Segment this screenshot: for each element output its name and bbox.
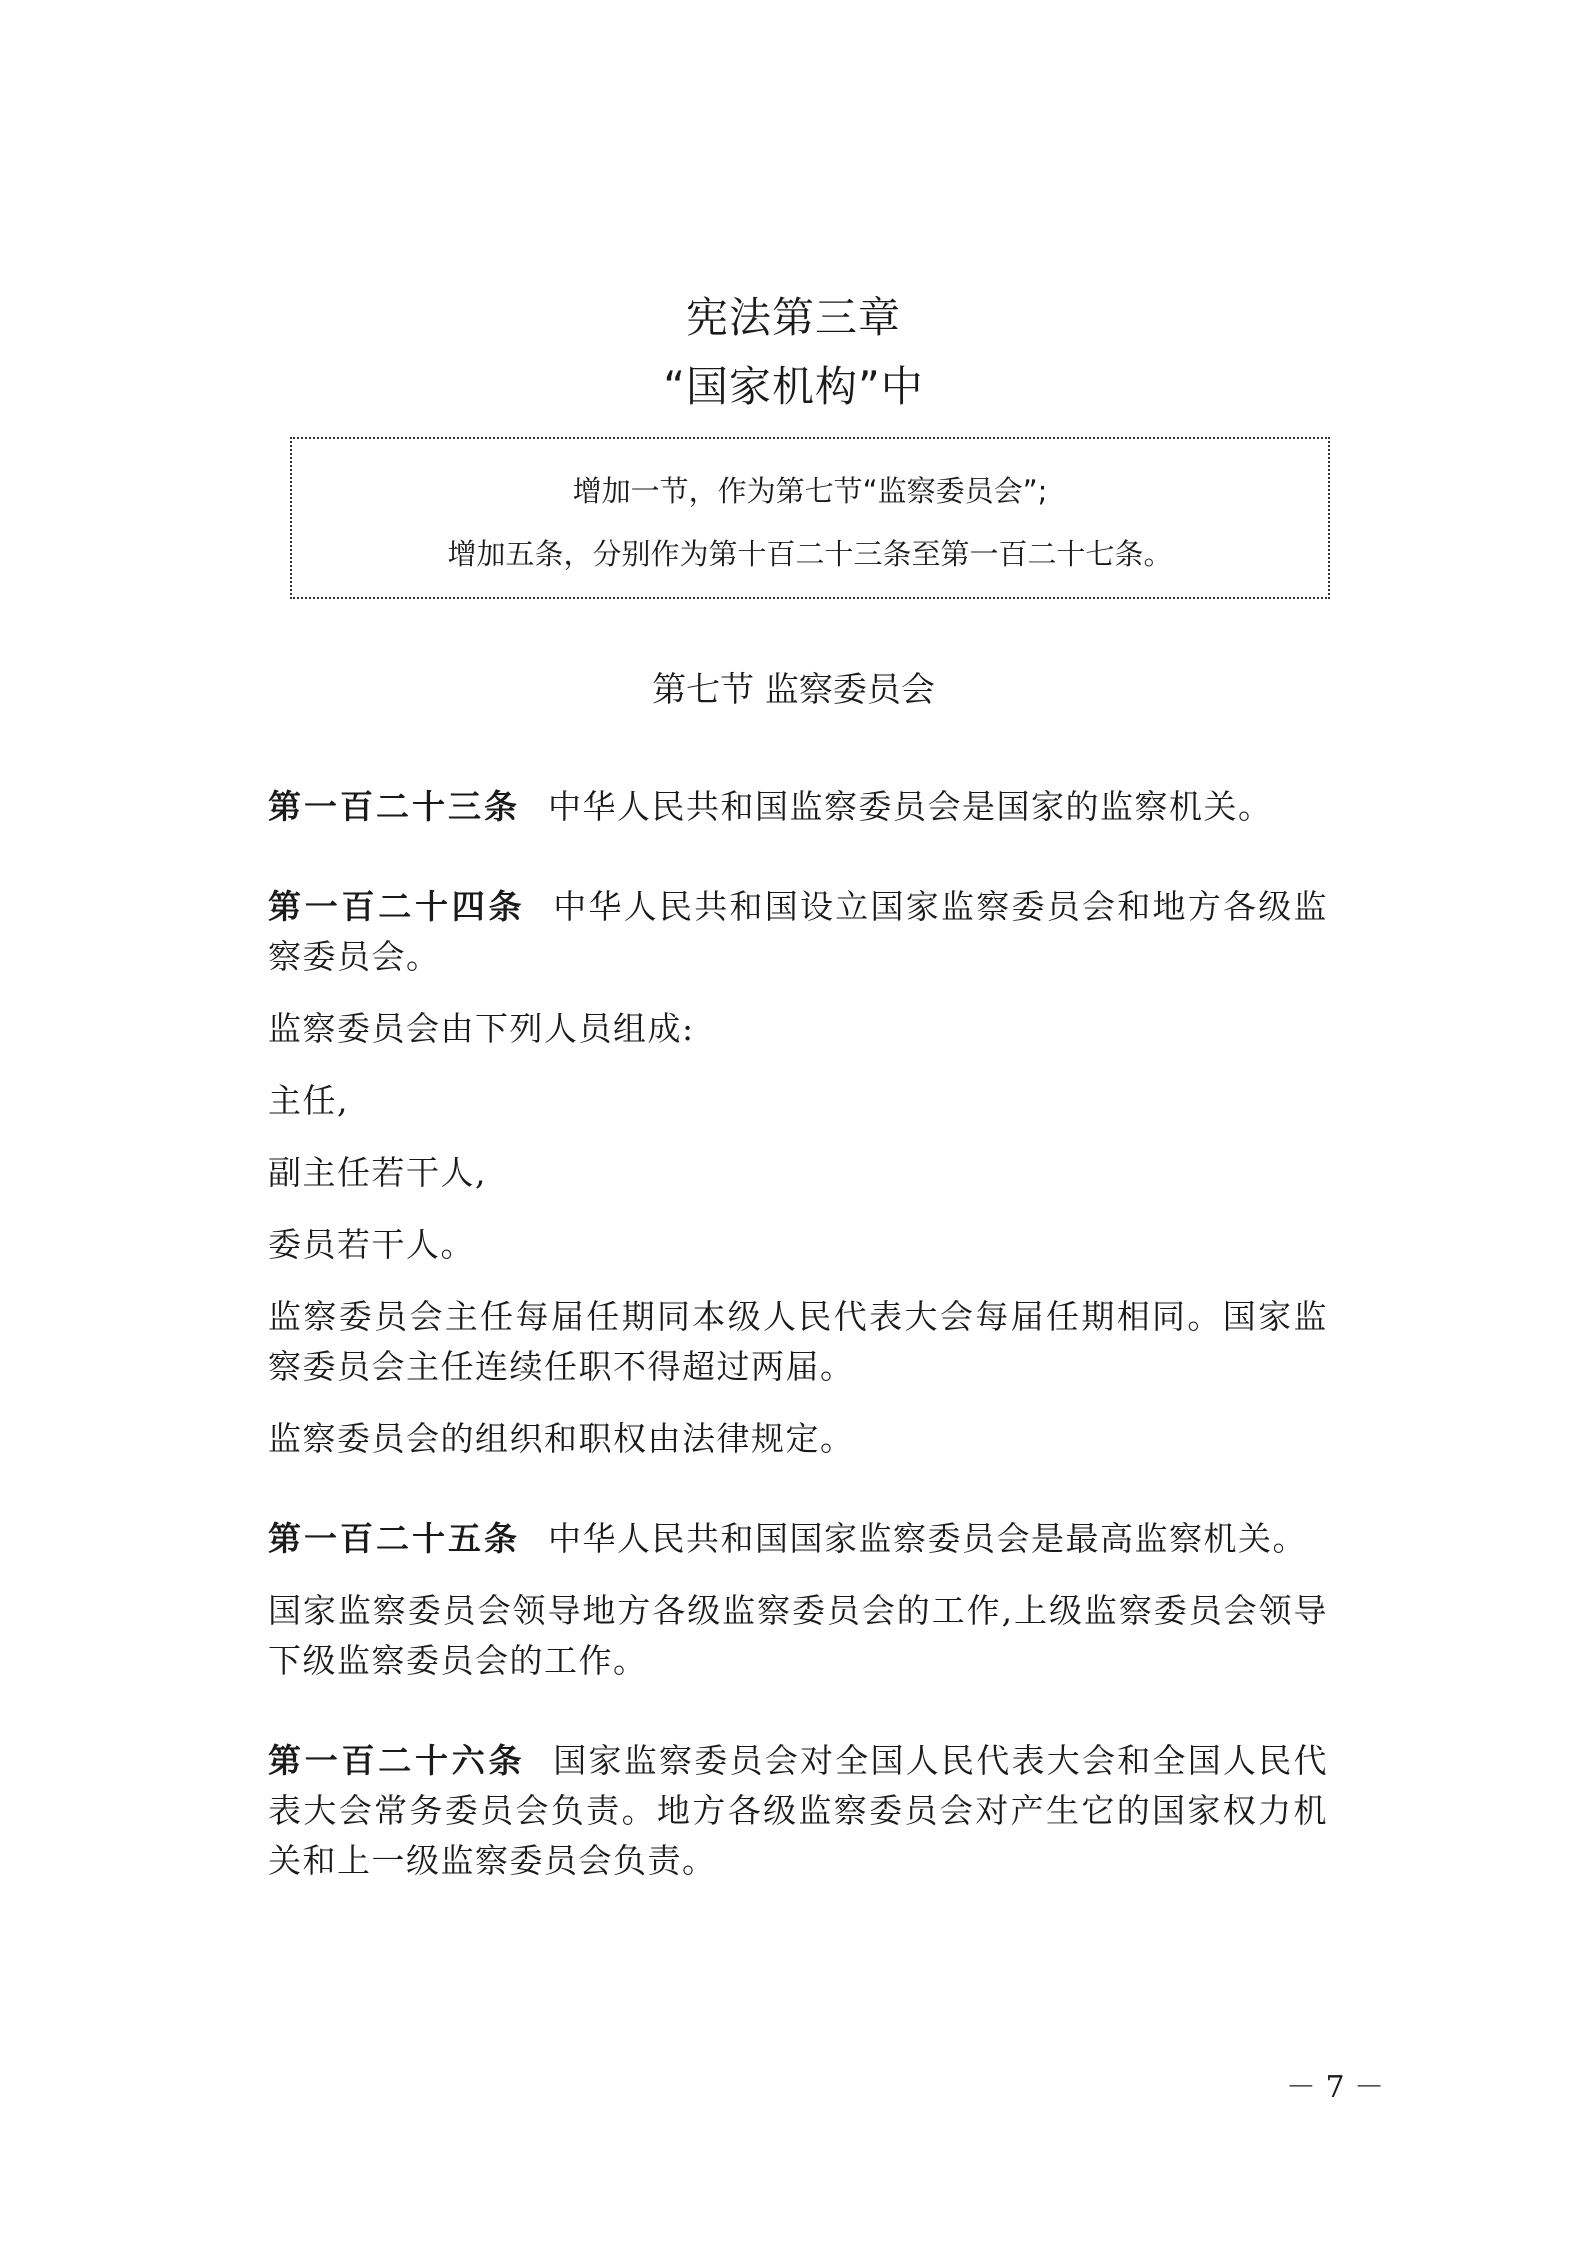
- amendment-note-line-2: 增加五条，分别作为第十百二十三条至第一百二十七条。: [447, 537, 1173, 571]
- chapter-subtitle: “国家机构”中: [663, 362, 924, 411]
- article-number: 第一百二十三条: [268, 787, 520, 826]
- article-124: [268, 882, 1328, 982]
- article-paragraph: 监察委员会主任每届任期同本级人民代表大会每届任期相同。国家监察委员会主任连续任职不得超过两届。: [268, 1297, 1328, 1386]
- article-text: 中华人民共和国国家监察委员会是最高监察机关。: [548, 1519, 1307, 1558]
- article-text: 中华人民共和国设立国家监察委员会和地方各级监察委员会。: [268, 887, 1328, 976]
- article-paragraph: 监察委员会由下列人员组成:: [268, 1009, 695, 1048]
- page-number: － 7 －: [1285, 2070, 1385, 2105]
- amendment-note-box: [290, 437, 1330, 599]
- section-title: 第七节 监察委员会: [652, 670, 935, 710]
- article-125: [268, 1514, 1328, 1564]
- article-paragraph: 委员若干人。: [268, 1225, 475, 1264]
- article-paragraph: 主任,: [268, 1081, 349, 1120]
- article-paragraph: 副主任若干人,: [268, 1153, 487, 1192]
- article-text: 国家监察委员会对全国人民代表大会和全国人民代表大会常务委员会负责。地方各级监察委员会对产生它的国家权力机关和上一级监察委员会负责。: [268, 1741, 1328, 1880]
- article-123: [268, 782, 1328, 832]
- amendment-note-line-1: 增加一节，作为第七节“监察委员会”;: [572, 474, 1048, 508]
- article-126: [268, 1736, 1328, 1886]
- article-paragraph: 国家监察委员会领导地方各级监察委员会的工作,上级监察委员会领导下级监察委员会的工作。: [268, 1591, 1328, 1680]
- article-text: 中华人民共和国监察委员会是国家的监察机关。: [548, 787, 1273, 826]
- article-number: 第一百二十五条: [268, 1519, 520, 1558]
- article-number: 第一百二十四条: [268, 887, 526, 926]
- chapter-title: 宪法第三章: [685, 293, 901, 342]
- article-number: 第一百二十六条: [268, 1741, 526, 1780]
- article-paragraph: 监察委员会的组织和职权由法律规定。: [268, 1419, 855, 1458]
- articles-body: [268, 782, 1328, 1908]
